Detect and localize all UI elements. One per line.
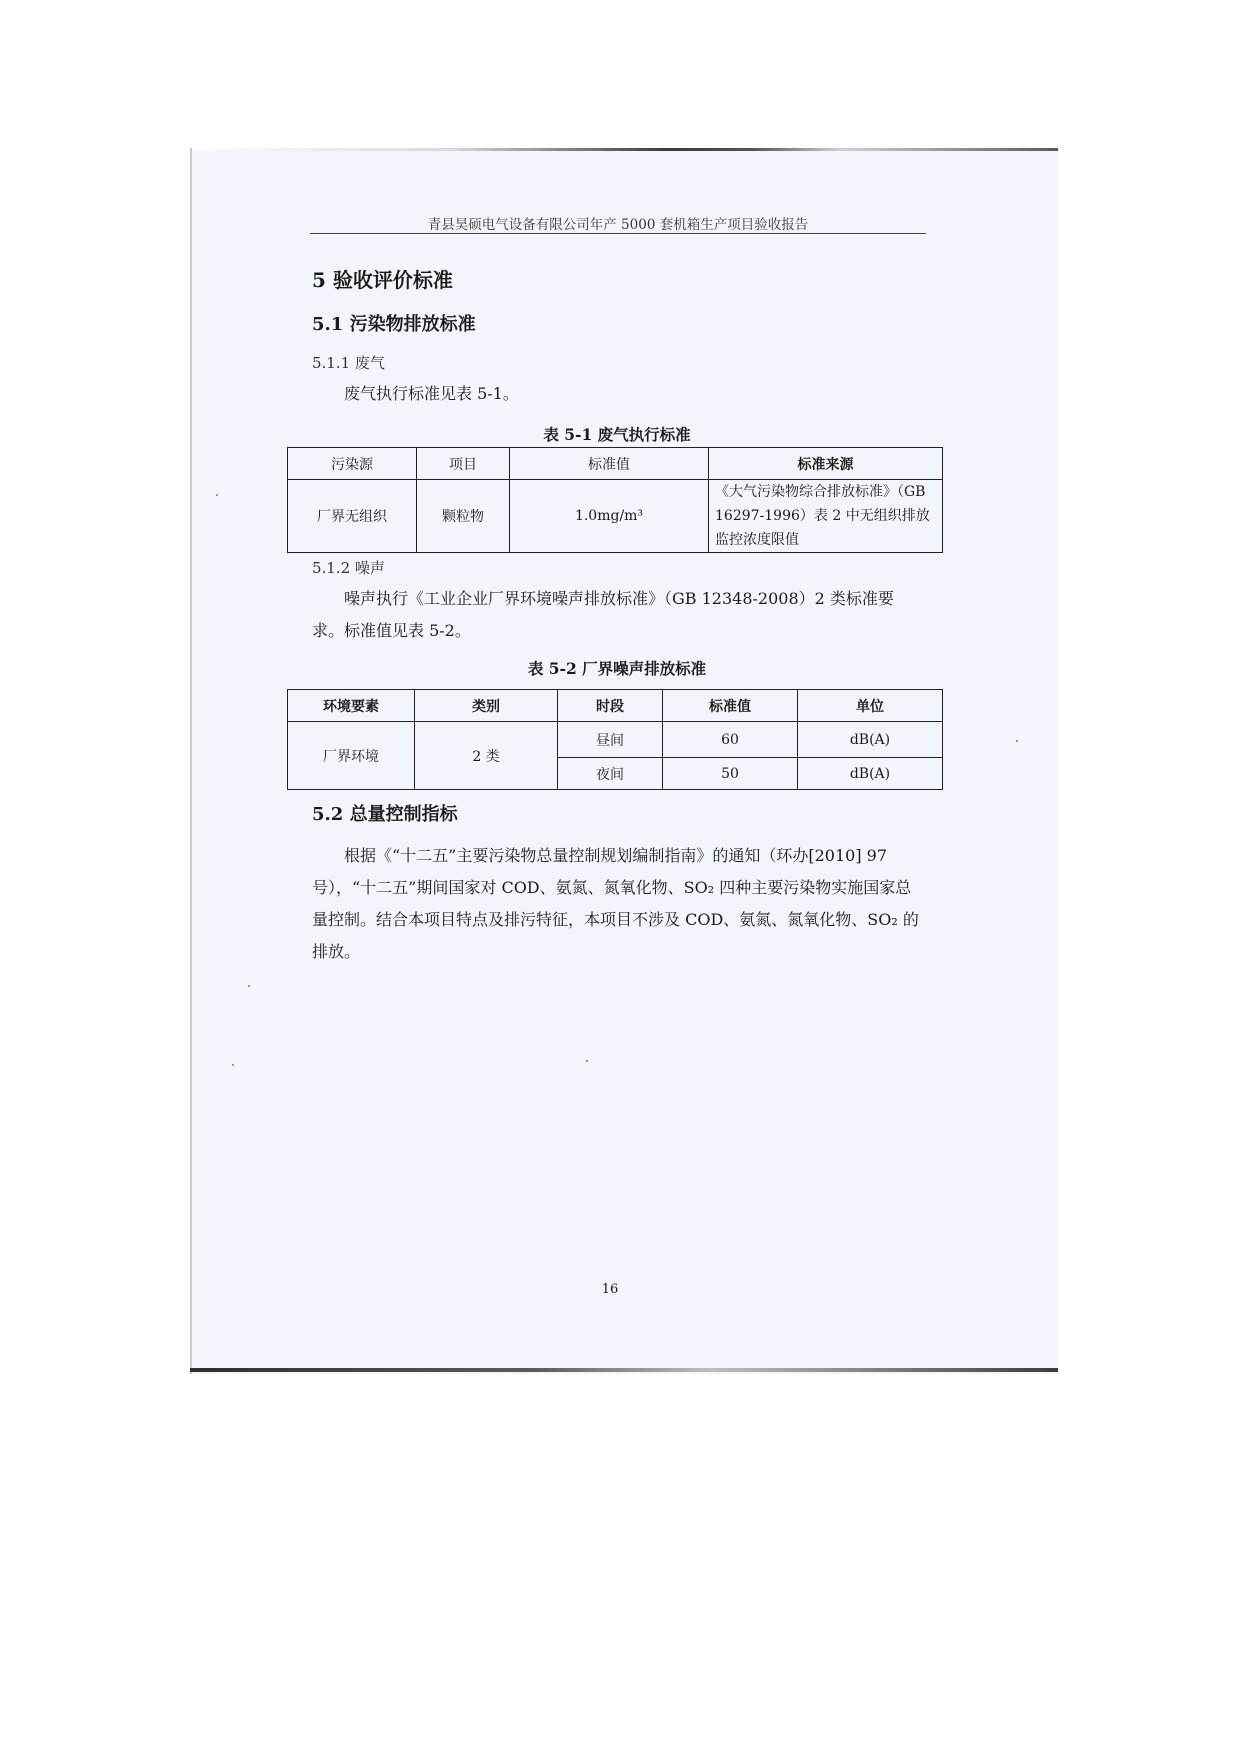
waste-gas-paragraph: 废气执行标准见表 5-1。 xyxy=(344,384,519,403)
table-5-2 xyxy=(287,689,943,790)
scan-edge-top xyxy=(190,148,1058,151)
table-header-cell: 标准值 xyxy=(663,690,798,722)
table-cell: 昼间 xyxy=(558,722,663,758)
table-5-2-caption: 表 5-2 厂界噪声排放标准 xyxy=(527,659,707,678)
scan-speck xyxy=(248,985,250,987)
table-header-row xyxy=(288,448,943,480)
table-header-row xyxy=(288,690,943,722)
table-header-cell: 时段 xyxy=(558,690,663,722)
table-cell: 《大气污染物综合排放标准》（GB 16297-1996）表 2 中无组织排放监控浓度限值 xyxy=(709,480,943,553)
scan-edge-left xyxy=(190,148,192,1374)
section-5-1-2-heading: 5.1.2 噪声 xyxy=(312,559,385,577)
running-header: 青县昊硕电气设备有限公司年产 5000 套机箱生产项目验收报告 xyxy=(427,217,809,233)
table-header-cell: 标准值 xyxy=(510,448,709,480)
table-5-1 xyxy=(287,447,943,553)
table-cell: dB(A) xyxy=(798,722,943,758)
page-number: 16 xyxy=(601,1282,619,1297)
total-control-paragraph: 根据《“十二五”主要污染物总量控制规划编制指南》的通知（环办[2010] 97 号），“十二五”期间国家对 COD、氨氮、氮氧化物、SO₂ 四种主要污染物实施国家总量控制。结合本项目特点及排污特征，本项目不涉及 COD、氨氮、氮氧化物、SO₂ 的排放。 xyxy=(312,846,919,961)
section-5-heading: 5 验收评价标准 xyxy=(312,268,453,292)
table-cell: 1.0mg/m³ xyxy=(510,480,709,553)
scan-speck xyxy=(1016,740,1018,742)
scan-edge-bottom xyxy=(190,1368,1058,1372)
table-5-1-caption: 表 5-1 废气执行标准 xyxy=(543,425,691,444)
table-cell: 厂界无组织 xyxy=(288,480,417,553)
table-row xyxy=(288,480,943,553)
section-5-2-heading: 5.2 总量控制指标 xyxy=(312,804,458,825)
table-cell: 厂界环境 xyxy=(288,722,415,790)
table-header-cell: 类别 xyxy=(415,690,558,722)
scan-speck xyxy=(586,1060,588,1062)
table-header-cell: 项目 xyxy=(417,448,510,480)
scan-speck xyxy=(232,1064,234,1066)
table-cell: dB(A) xyxy=(798,758,943,790)
scan-speck xyxy=(216,494,218,496)
section-5-1-1-heading: 5.1.1 废气 xyxy=(312,354,385,372)
noise-paragraph: 噪声执行《工业企业厂界环境噪声排放标准》（GB 12348-2008）2 类标准要求。标准值见表 5-2。 xyxy=(312,589,894,640)
table-header-cell: 环境要素 xyxy=(288,690,415,722)
section-5-1-heading: 5.1 污染物排放标准 xyxy=(312,314,476,335)
table-cell: 50 xyxy=(663,758,798,790)
table-header-cell: 污染源 xyxy=(288,448,417,480)
table-cell: 颗粒物 xyxy=(417,480,510,553)
table-header-cell: 标准来源 xyxy=(709,448,943,480)
table-row xyxy=(288,722,943,758)
header-rule xyxy=(310,233,926,234)
table-header-cell: 单位 xyxy=(798,690,943,722)
table-cell: 夜间 xyxy=(558,758,663,790)
table-cell: 2 类 xyxy=(415,722,558,790)
table-cell: 60 xyxy=(663,722,798,758)
